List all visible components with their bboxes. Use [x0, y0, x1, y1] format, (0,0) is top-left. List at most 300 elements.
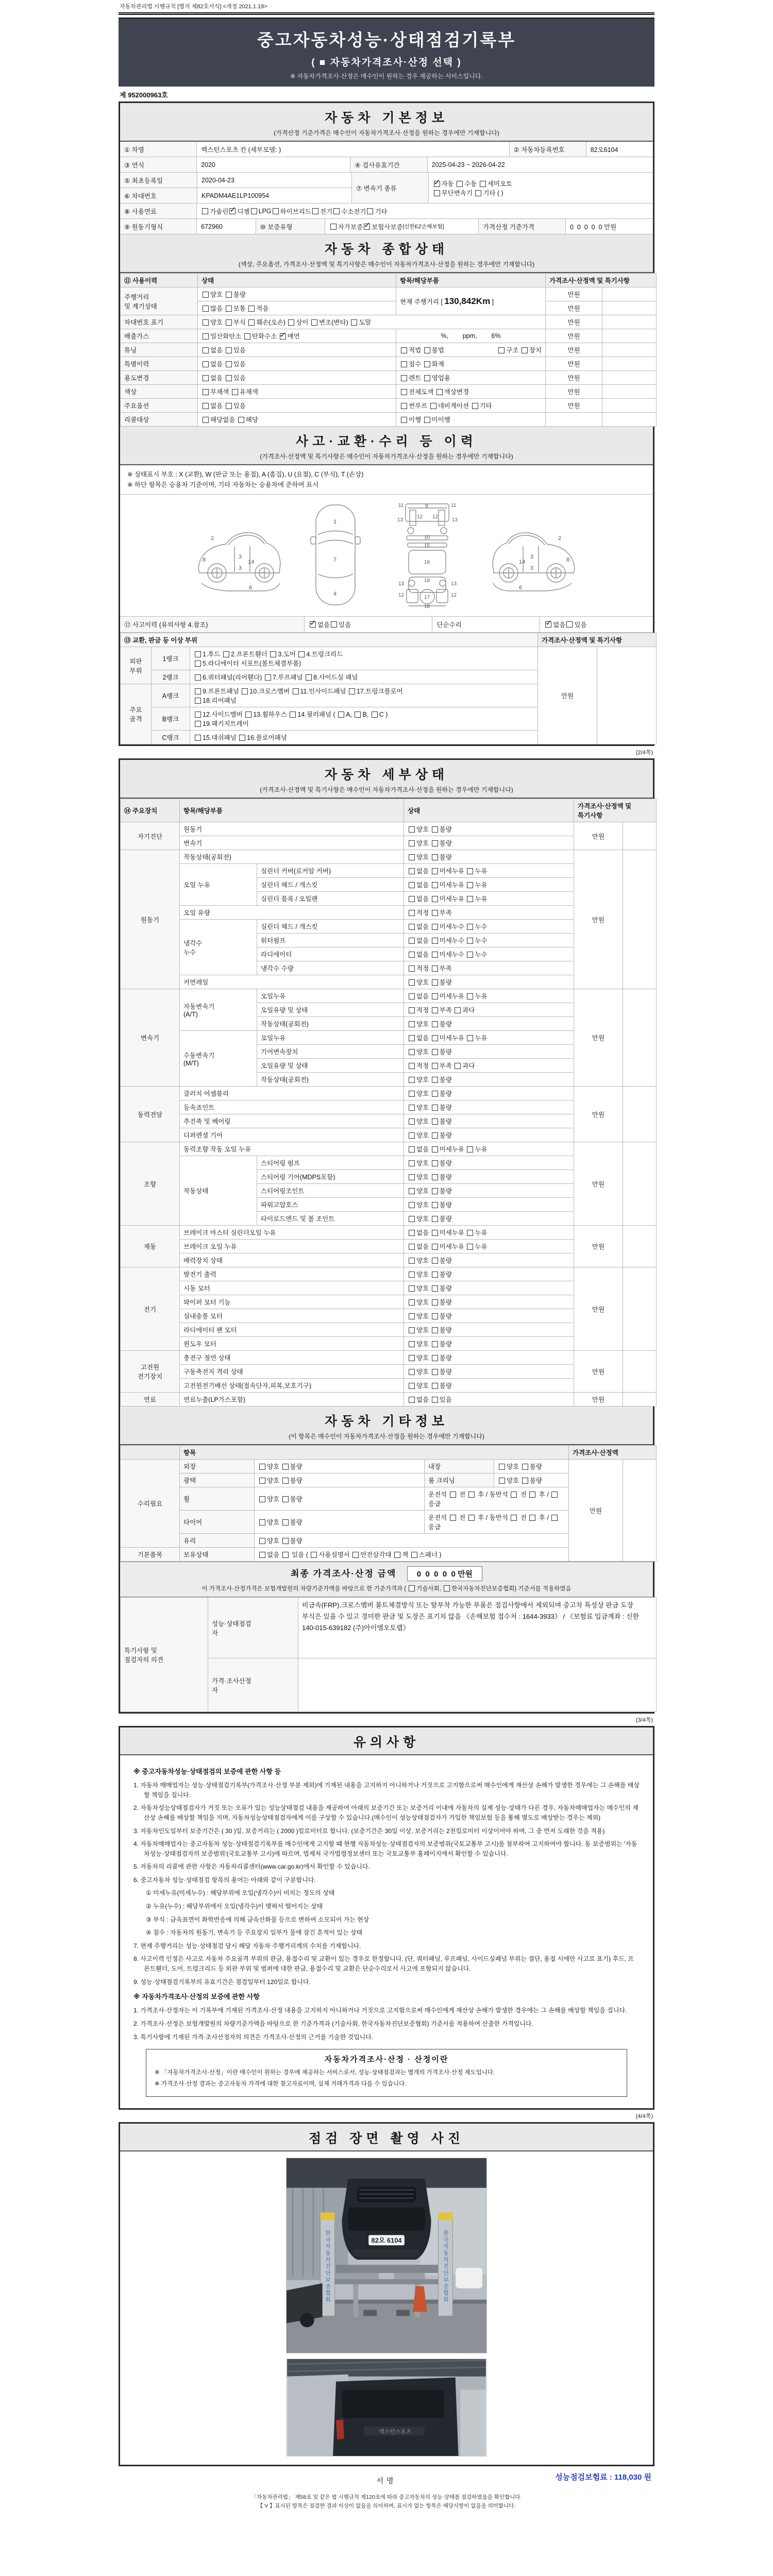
- checkbox-unchecked-icon[interactable]: [411, 1552, 417, 1558]
- checkbox-unchecked-icon[interactable]: [265, 674, 271, 681]
- checkbox-unchecked-icon[interactable]: [239, 735, 245, 741]
- checkbox-unchecked-icon[interactable]: [351, 319, 357, 326]
- panel-price: 만원: [538, 647, 597, 744]
- car-name-value: 렉스턴스포츠 칸 (세부모델: ): [197, 142, 509, 157]
- checkbox-checked-icon[interactable]: [310, 621, 316, 628]
- checkbox-unchecked-icon[interactable]: [259, 1464, 265, 1470]
- notice-item: 9. 성능·상태점검기록부의 유효기간은 점검일부터 120일로 합니다.: [133, 1978, 311, 1986]
- checkbox-unchecked-icon[interactable]: [409, 1341, 415, 1347]
- item-cell: 타이로드엔드 및 볼 조인트: [257, 1212, 404, 1226]
- checkbox-unchecked-icon[interactable]: [226, 319, 232, 326]
- checkbox-unchecked-icon[interactable]: [434, 190, 440, 196]
- checkbox-unchecked-icon[interactable]: [203, 403, 209, 409]
- checkbox-unchecked-icon[interactable]: [424, 361, 430, 367]
- checkbox-unchecked-icon[interactable]: [409, 1397, 415, 1403]
- item-cell: 오일누유: [257, 1031, 404, 1045]
- checkbox-unchecked-icon[interactable]: [409, 1105, 415, 1111]
- repair-sub-label: 타이어: [180, 1511, 255, 1534]
- basic-item-category: 기본품목: [121, 1548, 180, 1562]
- checkbox-unchecked-icon[interactable]: [226, 306, 232, 312]
- checkbox-unchecked-icon[interactable]: [333, 208, 340, 214]
- repair-sub-label: 휠: [180, 1487, 255, 1511]
- checkbox-checked-icon[interactable]: [545, 621, 551, 628]
- checkbox-unchecked-icon[interactable]: [467, 938, 473, 944]
- checkbox-unchecked-icon[interactable]: [401, 389, 407, 395]
- checkbox-unchecked-icon[interactable]: [409, 1132, 415, 1139]
- checkbox-unchecked-icon[interactable]: [245, 711, 251, 718]
- year-label: ③ 연식: [120, 157, 197, 173]
- checkbox-unchecked-icon[interactable]: [203, 333, 209, 340]
- checkbox-unchecked-icon[interactable]: [455, 1007, 461, 1013]
- checkbox-unchecked-icon[interactable]: [432, 1230, 438, 1236]
- state-cell: 양호 불량: [404, 1365, 574, 1379]
- checkbox-unchecked-icon[interactable]: [312, 208, 318, 214]
- checkbox-unchecked-icon[interactable]: [203, 306, 209, 312]
- checkbox-unchecked-icon[interactable]: [432, 1118, 438, 1125]
- checkbox-unchecked-icon[interactable]: [355, 711, 361, 718]
- checkbox-unchecked-icon[interactable]: [409, 1230, 415, 1236]
- checkbox-unchecked-icon[interactable]: [248, 319, 255, 326]
- checkbox-unchecked-icon[interactable]: [401, 361, 407, 367]
- checkbox-unchecked-icon[interactable]: [432, 952, 438, 958]
- item-cell: 실린더 커버(로커암 커버): [257, 864, 404, 878]
- checkbox-unchecked-icon[interactable]: [409, 1216, 415, 1222]
- checkbox-unchecked-icon[interactable]: [226, 347, 232, 353]
- checkbox-unchecked-icon[interactable]: [468, 1515, 475, 1521]
- checkbox-unchecked-icon[interactable]: [432, 854, 438, 860]
- checkbox-unchecked-icon[interactable]: [467, 1035, 473, 1041]
- state-cell: 많음 보통 적음: [198, 301, 396, 315]
- checkbox-unchecked-icon[interactable]: [349, 688, 355, 694]
- checkbox-unchecked-icon[interactable]: [409, 924, 415, 930]
- checkbox-unchecked-icon[interactable]: [409, 1049, 415, 1055]
- checkbox-unchecked-icon[interactable]: [202, 208, 208, 214]
- checkbox-unchecked-icon[interactable]: [282, 1538, 289, 1544]
- checkbox-unchecked-icon[interactable]: [432, 1355, 438, 1361]
- inspection-photo-rear: [286, 2359, 487, 2456]
- checkbox-unchecked-icon[interactable]: [499, 1464, 505, 1470]
- checkbox-unchecked-icon[interactable]: [251, 208, 257, 214]
- checkbox-unchecked-icon[interactable]: [522, 1478, 528, 1484]
- checkbox-unchecked-icon[interactable]: [409, 868, 415, 874]
- checkbox-unchecked-icon[interactable]: [409, 896, 415, 902]
- other-info-table: [120, 1445, 653, 1562]
- price-cell: 만원: [569, 1460, 623, 1562]
- checkbox-unchecked-icon[interactable]: [259, 1496, 265, 1502]
- checkbox-unchecked-icon[interactable]: [270, 651, 276, 657]
- checkbox-unchecked-icon[interactable]: [409, 1383, 415, 1389]
- svg-text:한국자동차진단보증협회: 한국자동차진단보증협회: [442, 2230, 449, 2303]
- checkbox-unchecked-icon[interactable]: [432, 965, 438, 972]
- checkbox-unchecked-icon[interactable]: [288, 319, 294, 326]
- state-cell: 적정 부족: [404, 906, 574, 920]
- price-note-cell: [623, 850, 657, 989]
- checkbox-unchecked-icon[interactable]: [529, 1515, 535, 1521]
- checkbox-checked-icon[interactable]: [229, 208, 236, 214]
- checkbox-unchecked-icon[interactable]: [432, 1132, 438, 1139]
- checkbox-unchecked-icon[interactable]: [498, 347, 505, 353]
- item-group: 오일 누유: [180, 864, 257, 906]
- checkbox-unchecked-icon[interactable]: [203, 319, 209, 326]
- row-label: 튜닝: [121, 343, 198, 357]
- checkbox-unchecked-icon[interactable]: [432, 1369, 438, 1375]
- checkbox-unchecked-icon[interactable]: [409, 1313, 415, 1319]
- checkbox-unchecked-icon[interactable]: [195, 721, 201, 727]
- checkbox-unchecked-icon[interactable]: [409, 1007, 415, 1013]
- price-cell: 만원: [574, 850, 623, 989]
- checkbox-unchecked-icon[interactable]: [409, 826, 415, 833]
- checkbox-unchecked-icon[interactable]: [401, 417, 407, 423]
- overall-condition-table: [120, 273, 653, 427]
- checkbox-unchecked-icon[interactable]: [432, 1035, 438, 1041]
- notice-item: 3. 특기사항에 기재된 가격·조사산정자의 의견은 가격조사·산정의 근거를 기술한 것입니다.: [133, 2033, 374, 2041]
- checkbox-unchecked-icon[interactable]: [409, 1035, 415, 1041]
- checkbox-unchecked-icon[interactable]: [409, 979, 415, 986]
- checkbox-unchecked-icon[interactable]: [467, 952, 473, 958]
- other-subtitle: (이 항목은 매수인이 자동차가격조사·산정을 원하는 경우에만 기재합니다): [289, 1433, 484, 1440]
- checkbox-unchecked-icon[interactable]: [293, 688, 299, 694]
- state-cell: 없음 미세누유 누유: [404, 1142, 574, 1156]
- panel-items: 12.사이드멤버 13.휠하우스 14.필러패널 ( A, B, C ) 19.패키지트레이: [190, 707, 538, 731]
- checkbox-unchecked-icon[interactable]: [475, 190, 481, 196]
- checkbox-unchecked-icon[interactable]: [409, 1585, 415, 1591]
- checkbox-unchecked-icon[interactable]: [409, 1188, 415, 1194]
- checkbox-unchecked-icon[interactable]: [203, 375, 209, 381]
- checkbox-unchecked-icon[interactable]: [401, 347, 407, 353]
- checkbox-unchecked-icon[interactable]: [290, 711, 296, 718]
- repair-sub-label: 유리: [180, 1534, 255, 1548]
- checkbox-unchecked-icon[interactable]: [432, 1383, 438, 1389]
- checkbox-unchecked-icon[interactable]: [409, 1369, 415, 1375]
- checkbox-unchecked-icon[interactable]: [259, 1538, 265, 1544]
- checkbox-unchecked-icon[interactable]: [394, 1552, 400, 1558]
- col-major-device: ⑭ 주요장치: [121, 799, 180, 822]
- final-price-note: 이 가격조사·산정가격은 보험개발원의 차량기준가액을 바탕으로 한 기준가격과 ( 기술사회, 한국자동차진단보증협회) 기준서를 적용하였음: [201, 1586, 572, 1592]
- checkbox-unchecked-icon[interactable]: [409, 1146, 415, 1153]
- checkbox-unchecked-icon[interactable]: [195, 674, 201, 681]
- checkbox-unchecked-icon[interactable]: [430, 403, 436, 409]
- checkbox-checked-icon[interactable]: [364, 224, 370, 230]
- checkbox-unchecked-icon[interactable]: [551, 1492, 558, 1498]
- checkbox-unchecked-icon[interactable]: [432, 1077, 438, 1083]
- checkbox-unchecked-icon[interactable]: [195, 651, 201, 657]
- checkbox-unchecked-icon[interactable]: [432, 1146, 438, 1153]
- checkbox-unchecked-icon[interactable]: [468, 1492, 475, 1498]
- checkbox-unchecked-icon[interactable]: [409, 1077, 415, 1083]
- checkbox-unchecked-icon[interactable]: [238, 417, 244, 423]
- item-cell: 시동 모터: [180, 1281, 404, 1295]
- checkbox-unchecked-icon[interactable]: [432, 1216, 438, 1222]
- final-price-bar: [120, 1562, 653, 1597]
- checkbox-checked-icon[interactable]: [434, 181, 440, 187]
- page-3-box: [119, 758, 654, 1714]
- item-cell: 연료누출(LP가스포함): [180, 1393, 404, 1406]
- vin-value: KPADM4AE1LP100954: [197, 188, 352, 204]
- state-cell: 없음 있음: [198, 357, 396, 371]
- checkbox-unchecked-icon[interactable]: [226, 375, 232, 381]
- checkbox-unchecked-icon[interactable]: [432, 1049, 438, 1055]
- price-cell: 만원: [546, 371, 602, 385]
- checkbox-unchecked-icon[interactable]: [367, 208, 373, 214]
- checkbox-unchecked-icon[interactable]: [195, 711, 201, 718]
- checkbox-unchecked-icon[interactable]: [248, 306, 255, 312]
- checkbox-unchecked-icon[interactable]: [226, 292, 232, 298]
- checkbox-unchecked-icon[interactable]: [338, 711, 344, 718]
- checkbox-unchecked-icon[interactable]: [432, 924, 438, 930]
- checkbox-unchecked-icon[interactable]: [432, 896, 438, 902]
- checkbox-unchecked-icon[interactable]: [409, 1244, 415, 1250]
- panel-rank: 2랭크: [152, 670, 190, 684]
- checkbox-unchecked-icon[interactable]: [432, 882, 438, 888]
- item-cell: 워터펌프: [257, 934, 404, 947]
- checkbox-unchecked-icon[interactable]: [432, 1160, 438, 1166]
- checkbox-unchecked-icon[interactable]: [311, 319, 317, 326]
- checkbox-unchecked-icon[interactable]: [432, 1188, 438, 1194]
- checkbox-unchecked-icon[interactable]: [409, 1174, 415, 1180]
- checkbox-checked-icon[interactable]: [280, 333, 286, 340]
- checkbox-unchecked-icon[interactable]: [450, 1492, 456, 1498]
- price-cell: [546, 413, 602, 427]
- checkbox-unchecked-icon[interactable]: [467, 1146, 473, 1153]
- checkbox-unchecked-icon[interactable]: [467, 882, 473, 888]
- car-side-right-diagram: [488, 501, 586, 609]
- checkbox-unchecked-icon[interactable]: [195, 698, 201, 704]
- checkbox-unchecked-icon[interactable]: [401, 403, 407, 409]
- transmission-label: ⑦ 변속기 종류: [352, 173, 429, 204]
- checkbox-unchecked-icon[interactable]: [432, 1105, 438, 1111]
- svg-text:3: 3: [530, 565, 534, 571]
- checkbox-unchecked-icon[interactable]: [511, 1492, 517, 1498]
- checkbox-unchecked-icon[interactable]: [331, 621, 337, 628]
- checkbox-unchecked-icon[interactable]: [432, 1313, 438, 1319]
- engine-type-label: ⑨ 원동기형식: [120, 219, 197, 234]
- base-price-value: 0 0 0 0 0 만원: [566, 219, 653, 234]
- detail-header: [120, 760, 653, 799]
- checkbox-unchecked-icon[interactable]: [432, 1327, 438, 1333]
- checkbox-unchecked-icon[interactable]: [226, 403, 232, 409]
- price-cell: 만원: [574, 1226, 623, 1267]
- checkbox-unchecked-icon[interactable]: [203, 389, 209, 395]
- checkbox-unchecked-icon[interactable]: [409, 1272, 415, 1278]
- checkbox-unchecked-icon[interactable]: [432, 1299, 438, 1306]
- checkbox-unchecked-icon[interactable]: [409, 952, 415, 958]
- checkbox-unchecked-icon[interactable]: [409, 1160, 415, 1166]
- checkbox-unchecked-icon[interactable]: [432, 1244, 438, 1250]
- item-cell: 실린더 블록 / 오일팬: [257, 892, 404, 906]
- checkbox-unchecked-icon[interactable]: [457, 181, 463, 187]
- checkbox-unchecked-icon[interactable]: [432, 979, 438, 986]
- checkbox-unchecked-icon[interactable]: [409, 1285, 415, 1292]
- checkbox-unchecked-icon[interactable]: [432, 910, 438, 916]
- checkbox-unchecked-icon[interactable]: [409, 1021, 415, 1027]
- price-note-cell: [623, 1142, 657, 1226]
- state-cell: 양호 불량: [404, 1267, 574, 1281]
- checkbox-unchecked-icon[interactable]: [409, 1202, 415, 1208]
- panel-price-header: 가격조사·산정액 및 특기사항: [538, 633, 657, 647]
- checkbox-unchecked-icon[interactable]: [259, 1552, 265, 1558]
- checkbox-unchecked-icon[interactable]: [432, 1021, 438, 1027]
- checkbox-unchecked-icon[interactable]: [282, 1552, 289, 1558]
- checkbox-unchecked-icon[interactable]: [232, 389, 238, 395]
- item-cell: 냉각수 수량: [257, 961, 404, 975]
- checkbox-unchecked-icon[interactable]: [436, 389, 443, 395]
- checkbox-unchecked-icon[interactable]: [203, 292, 209, 298]
- device-category: 조향: [121, 1142, 180, 1226]
- checkbox-unchecked-icon[interactable]: [424, 375, 430, 381]
- item-cell: 충전구 절연 상태: [180, 1351, 404, 1365]
- state-cell-2: 양호 불량: [494, 1473, 569, 1487]
- checkbox-unchecked-icon[interactable]: [409, 1118, 415, 1125]
- signature-row: [119, 2466, 654, 2490]
- inspection-insurance-fee: 성능점검보험료 : 118,030 원: [555, 2473, 651, 2482]
- checkbox-unchecked-icon[interactable]: [203, 417, 209, 423]
- checkbox-unchecked-icon[interactable]: [409, 1063, 415, 1069]
- checkbox-unchecked-icon[interactable]: [432, 1091, 438, 1097]
- checkbox-unchecked-icon[interactable]: [259, 1519, 265, 1526]
- checkbox-unchecked-icon[interactable]: [432, 938, 438, 944]
- state-cell: 양호 불량: [404, 1323, 574, 1337]
- checkbox-unchecked-icon[interactable]: [444, 1585, 450, 1591]
- checkbox-unchecked-icon[interactable]: [282, 1478, 289, 1484]
- col-state: 상태: [198, 274, 396, 287]
- checkbox-unchecked-icon[interactable]: [195, 660, 201, 667]
- current-mileage: 130,842Km: [444, 296, 491, 306]
- checkbox-unchecked-icon[interactable]: [522, 347, 528, 353]
- state-cell: 양호 불량: [404, 1253, 574, 1267]
- checkbox-unchecked-icon[interactable]: [467, 1244, 473, 1250]
- state-cell: 없음 있음: [198, 371, 396, 385]
- notice-item: 5. 자동차의 리콜에 관한 사항은 자동차리콜센터(www.car.go.kr)에서 확인할 수 있습니다.: [133, 1863, 370, 1871]
- notices-body: [120, 1755, 653, 2108]
- checkbox-unchecked-icon[interactable]: [311, 1552, 317, 1558]
- checkbox-unchecked-icon[interactable]: [432, 1063, 438, 1069]
- checkbox-unchecked-icon[interactable]: [432, 868, 438, 874]
- checkbox-unchecked-icon[interactable]: [409, 1355, 415, 1361]
- svg-text:14: 14: [519, 559, 526, 565]
- checkbox-unchecked-icon[interactable]: [203, 347, 209, 353]
- checkbox-unchecked-icon[interactable]: [409, 882, 415, 888]
- checkbox-unchecked-icon[interactable]: [259, 1478, 265, 1484]
- checkbox-unchecked-icon[interactable]: [409, 1299, 415, 1306]
- checkbox-unchecked-icon[interactable]: [432, 1272, 438, 1278]
- checkbox-unchecked-icon[interactable]: [409, 840, 415, 846]
- panel-category: 주요 골격: [121, 684, 152, 744]
- checkbox-unchecked-icon[interactable]: [352, 1552, 359, 1558]
- checkbox-unchecked-icon[interactable]: [467, 1230, 473, 1236]
- checkbox-unchecked-icon[interactable]: [499, 1478, 505, 1484]
- checkbox-unchecked-icon[interactable]: [330, 224, 337, 230]
- checkbox-unchecked-icon[interactable]: [432, 826, 438, 833]
- checkbox-unchecked-icon[interactable]: [242, 688, 248, 694]
- price-note-cell: [623, 1087, 657, 1142]
- checkbox-unchecked-icon[interactable]: [432, 840, 438, 846]
- item-cell: 와이퍼 모터 기능: [180, 1295, 404, 1309]
- checkbox-unchecked-icon[interactable]: [432, 993, 438, 999]
- footer-lines: [119, 2490, 654, 2520]
- accident-header: [120, 427, 653, 465]
- price-note-cell: [623, 1460, 657, 1562]
- checkbox-unchecked-icon[interactable]: [432, 1258, 438, 1264]
- svg-text:13: 13: [398, 581, 405, 587]
- checkbox-unchecked-icon[interactable]: [551, 1515, 558, 1521]
- checkbox-unchecked-icon[interactable]: [306, 674, 312, 681]
- checkbox-unchecked-icon[interactable]: [432, 1174, 438, 1180]
- checkbox-unchecked-icon[interactable]: [203, 361, 209, 367]
- legend-line-1: ※ 상태표시 부호 : X (교환), W (판금 또는 용접), A (흠집), U (요철), C (부식), T (손상): [127, 471, 364, 478]
- checkbox-unchecked-icon[interactable]: [450, 1515, 456, 1521]
- checkbox-unchecked-icon[interactable]: [409, 965, 415, 972]
- checkbox-unchecked-icon[interactable]: [424, 347, 430, 353]
- vehicle-rear: [333, 2378, 458, 2456]
- page-4-box: [119, 1726, 654, 2110]
- checkbox-unchecked-icon[interactable]: [409, 1327, 415, 1333]
- checkbox-unchecked-icon[interactable]: [432, 1341, 438, 1347]
- checkbox-unchecked-icon[interactable]: [522, 1464, 528, 1470]
- row-label: 특별이력: [121, 357, 198, 371]
- checkbox-unchecked-icon[interactable]: [480, 181, 486, 187]
- checkbox-unchecked-icon[interactable]: [226, 361, 232, 367]
- detail-subtitle: (가격조사·산정액 및 특기사항은 매수인이 자동차가격조사·산정을 원하는 경우에만 기재합니다): [260, 786, 513, 793]
- checkbox-unchecked-icon[interactable]: [298, 651, 305, 657]
- checkbox-unchecked-icon[interactable]: [432, 1202, 438, 1208]
- checkbox-unchecked-icon[interactable]: [409, 1258, 415, 1264]
- state-cell: 적정 부족 과다: [404, 1003, 574, 1017]
- state-cell: 양호 불량: [404, 1017, 574, 1031]
- checkbox-unchecked-icon[interactable]: [467, 924, 473, 930]
- svg-text:11: 11: [398, 503, 404, 509]
- simple-repair-state: ✓ 없음 있음: [540, 617, 653, 632]
- checkbox-unchecked-icon[interactable]: [511, 1515, 517, 1521]
- checkbox-unchecked-icon[interactable]: [195, 688, 201, 694]
- svg-text:8: 8: [566, 557, 570, 563]
- checkbox-unchecked-icon[interactable]: [282, 1496, 289, 1502]
- state-cell: 없음 미세누유 누유: [404, 989, 574, 1003]
- checkbox-unchecked-icon[interactable]: [273, 208, 279, 214]
- checkbox-unchecked-icon[interactable]: [401, 375, 407, 381]
- checkbox-unchecked-icon[interactable]: [529, 1492, 535, 1498]
- checkbox-unchecked-icon[interactable]: [566, 621, 573, 628]
- checkbox-unchecked-icon[interactable]: [409, 854, 415, 860]
- device-category: 전기: [121, 1267, 180, 1351]
- checkbox-unchecked-icon[interactable]: [372, 711, 378, 718]
- checkbox-unchecked-icon[interactable]: [455, 1063, 461, 1069]
- checkbox-unchecked-icon[interactable]: [409, 910, 415, 916]
- overall-title: 자동차 종합상태: [325, 242, 448, 257]
- checkbox-unchecked-icon[interactable]: [282, 1519, 289, 1526]
- checkbox-unchecked-icon[interactable]: [244, 333, 250, 340]
- checkbox-unchecked-icon[interactable]: [467, 868, 473, 874]
- state-cell: 없음 미세누수 누수: [404, 934, 574, 947]
- checkbox-unchecked-icon[interactable]: [432, 1285, 438, 1292]
- checkbox-unchecked-icon[interactable]: [409, 938, 415, 944]
- checkbox-unchecked-icon[interactable]: [472, 403, 478, 409]
- state-cell: 양호 불량: [404, 1184, 574, 1198]
- page-title: 중고자동차성능·상태점검기록부: [257, 30, 516, 49]
- checkbox-unchecked-icon[interactable]: [467, 993, 473, 999]
- checkbox-unchecked-icon[interactable]: [282, 1464, 289, 1470]
- svg-text:18: 18: [424, 604, 430, 609]
- checkbox-unchecked-icon[interactable]: [467, 896, 473, 902]
- checkbox-unchecked-icon[interactable]: [432, 1397, 438, 1403]
- checkbox-unchecked-icon[interactable]: [409, 993, 415, 999]
- checkbox-unchecked-icon[interactable]: [424, 417, 430, 423]
- checkbox-unchecked-icon[interactable]: [432, 1007, 438, 1013]
- price-cell: 만원: [574, 1087, 623, 1142]
- checkbox-unchecked-icon[interactable]: [223, 651, 229, 657]
- detail-title: 자동차 세부상태: [325, 768, 448, 782]
- checkbox-unchecked-icon[interactable]: [195, 735, 201, 741]
- checkbox-unchecked-icon[interactable]: [409, 1091, 415, 1097]
